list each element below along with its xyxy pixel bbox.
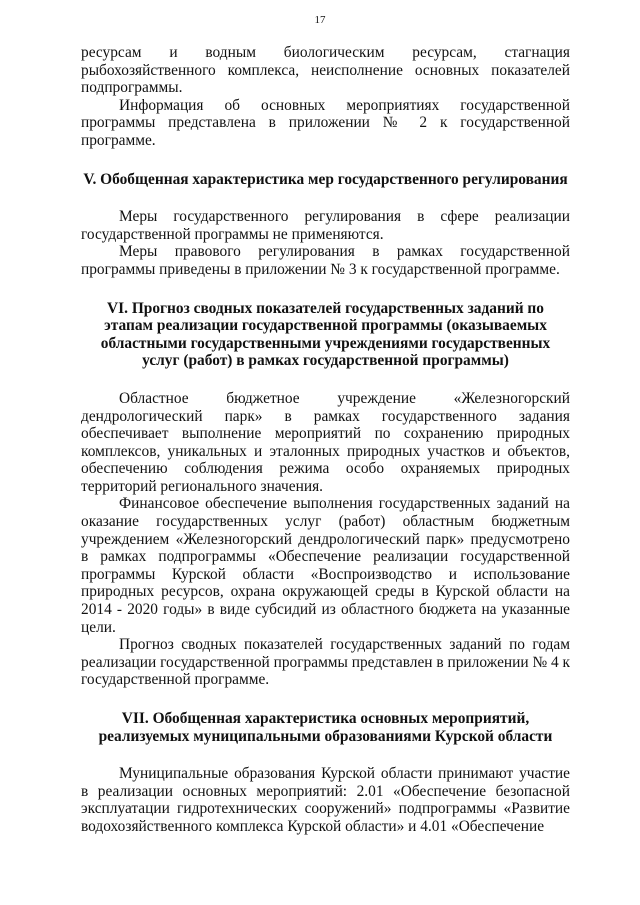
section-heading-vii: VII. Обобщенная характеристика основных мероприятий, реализуемых муниципальными образованиями Курской области [98, 710, 553, 745]
paragraph-risks-continuation: ресурсам и водным биологическим ресурсам, стагнация рыбохозяйственного комплекса, неисполнение основных показателей подпрограммы. [81, 44, 570, 97]
paragraph-legal-regulation: Меры правового регулирования в рамках государственной программы приведены в приложении № 3 к государственной программе. [81, 243, 570, 278]
paragraph-forecast: Прогноз сводных показателей государственных заданий по годам реализации государственной программы представлен в приложении № 4 к государственной программе. [81, 636, 571, 689]
section-heading-v: V. Обобщенная характеристика мер государственного регулирования [83, 170, 568, 188]
paragraph-municipalities: Муниципальные образования Курской области принимают участие в реализации основных мероприятий: 2.01 «Обеспечение безопасной эксплуатации гидротехнических сооружений» подпрограммы «Развитие водохозяйственного комплекса Курской области» и 4.01 «Обеспечение [81, 765, 570, 835]
paragraph-state-regulation: Меры государственного регулирования в сфере реализации государственной программы не применяются. [81, 208, 570, 243]
section-heading-vi: VI. Прогноз сводных показателей государственных заданий по этапам реализации государственной программы (оказываемых областными государственными учреждениями государственных услуг (работ) в рамках государственной программы) [100, 299, 551, 370]
paragraph-main-activities-info: Информация об основных мероприятиях государственной программы представлена в приложении № 2 к государственной программе. [81, 96, 570, 149]
document-body [81, 44, 570, 836]
paragraph-financing: Финансовое обеспечение выполнения государственных заданий на оказание государственных услуг (работ) областным бюджетным учреждением «Железногорский дендрологический парк» предусмотрено в рамках подпрограммы «Обеспечение реализации государственной программы Курской области «Воспроизводство и использование природных ресурсов, охрана окружающей среды в Курской области на 2014 - 2020 годы» в виде субсидий из областного бюджета на указанные цели. [81, 495, 570, 636]
paragraph-dendro-park: Областное бюджетное учреждение «Железногорский дендрологический парк» в рамках государственного задания обеспечивает выполнение мероприятий по сохранению природных комплексов, уникальных и эталонных природных участков и объектов, обеспечению соблюдения режима особо охраняемых природных территорий регионального значения. [81, 389, 570, 495]
page-number: 17 [314, 14, 326, 26]
